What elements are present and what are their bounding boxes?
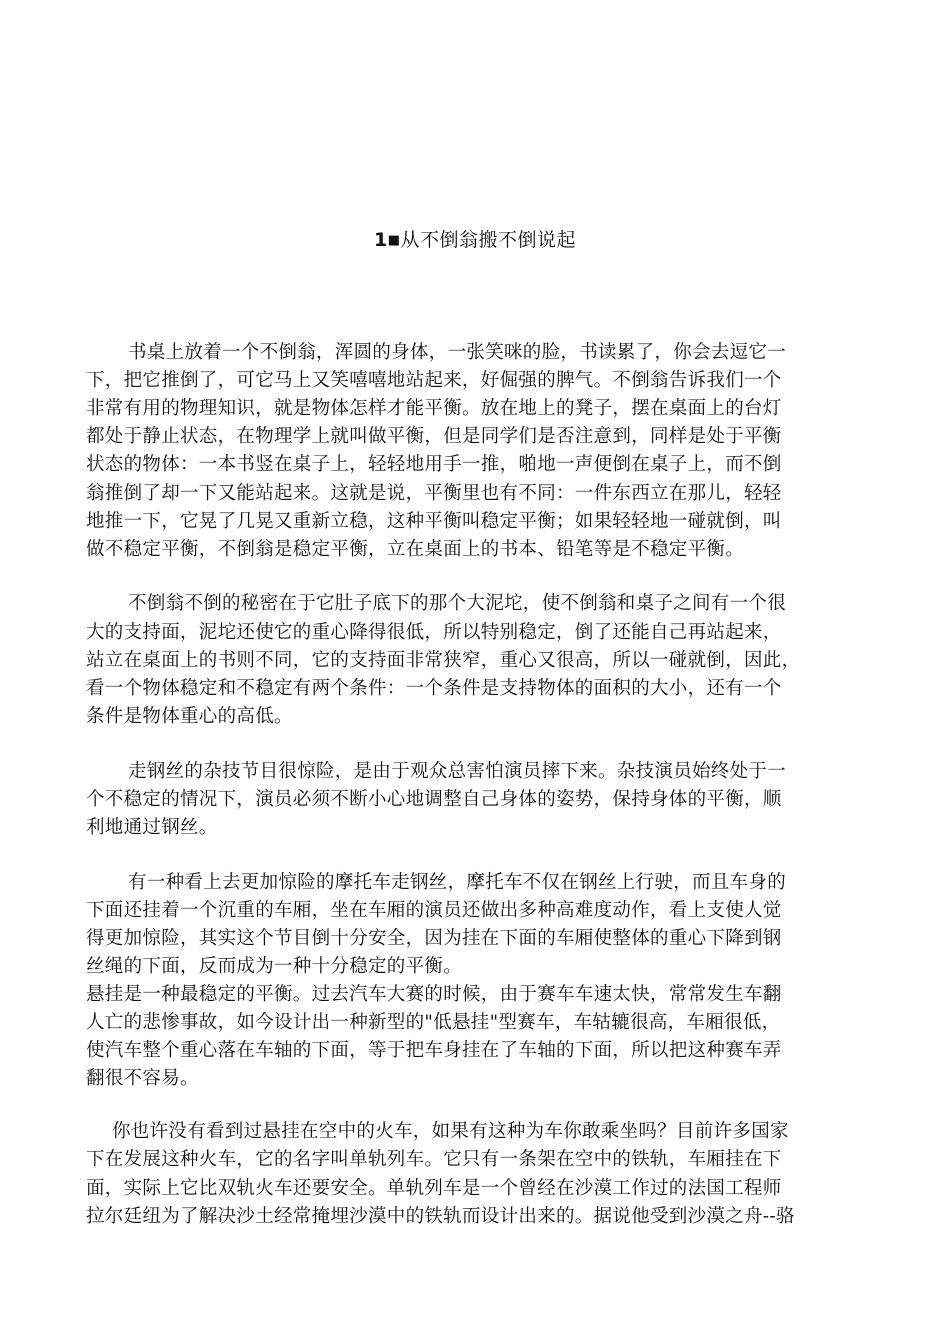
section-title [0,228,950,255]
paragraph-line: 做不稳定平衡，不倒翁是稳定平衡，立在桌面上的书本、铅笔等是不稳定平衡。 [86,539,745,560]
section-title-text: 从不倒翁搬不倒说起 [400,229,577,251]
section-number: 1 [373,229,388,251]
paragraph-line: 不倒翁不倒的秘密在于它肚子底下的那个大泥坨，使不倒翁和桌子之间有一个很 [128,593,787,614]
paragraph-line: 看一个物体稳定和不稳定有两个条件：一个条件是支持物体的面积的大小，还有一个 [86,678,782,699]
paragraph-line: 翁推倒了却一下又能站起来。这就是说，平衡里也有不同：一件东西立在那儿，轻轻 [86,483,782,504]
paragraph-line: 下面还挂着一个沉重的车厢，坐在车厢的演员还做出多种高难度动作，看上支使人觉 [86,900,782,921]
paragraph-line: 站立在桌面上的书则不同，它的支持面非常狭窄，重心又很高，所以一碰就倒，因此， [86,650,801,671]
paragraph-line: 使汽车整个重心落在车轴的下面，等于把车身挂在了车轴的下面，所以把这种赛车弄 [86,1040,782,1061]
paragraph-line: 得更加惊险，其实这个节目倒十分安全，因为挂在下面的车厢使整体的重心下降到钢 [86,928,782,949]
paragraph-line: 状态的物体：一本书竖在桌子上，轻轻地用手一推，啪地一声便倒在桌子上，而不倒 [86,454,782,475]
paragraph-line: 下在发展这种火车，它的名字叫单轨列车。它只有一条架在空中的铁轨，车厢挂在下 [86,1149,782,1170]
paragraph-line: 翻很不容易。 [86,1068,199,1089]
paragraph-line: 下，把它推倒了，可它马上又笑嘻嘻地站起来，好倔强的脾气。不倒翁告诉我们一个 [86,370,782,391]
paragraph-line: 书桌上放着一个不倒翁，浑圆的身体，一张笑咪的脸，书读累了，你会去逗它一 [128,342,787,363]
paragraph-line: 利地通过钢丝。 [86,817,218,838]
bullet-square-icon: ■ [387,233,401,248]
paragraph-line: 个不稳定的情况下，演员必须不断小心地调整自己身体的姿势，保持身体的平衡，顺 [86,789,782,810]
paragraph-line: 地推一下，它晃了几晃又重新立稳，这种平衡叫稳定平衡；如果轻轻地一碰就倒，叫 [86,511,782,532]
paragraph-line: 丝绳的下面，反而成为一种十分稳定的平衡。 [86,956,463,977]
paragraph-line: 条件是物体重心的高低。 [86,706,293,727]
paragraph-line: 有一种看上去更加惊险的摩托车走钢丝，摩托车不仅在钢丝上行驶，而且车身的 [128,872,787,893]
paragraph-line: 非常有用的物理知识，就是物体怎样才能平衡。放在地上的凳子，摆在桌面上的台灯 [86,398,782,419]
paragraph-line: 拉尔廷纽为了解决沙土经常掩埋沙漠中的铁轨而设计出来的。据说他受到沙漠之舟--骆 [86,1206,795,1227]
paragraph-line: 大的支持面，泥坨还使它的重心降得很低，所以特别稳定，倒了还能自己再站起来， [86,622,782,643]
paragraph-line: 你也许没有看到过悬挂在空中的火车，如果有这种为车你敢乘坐吗？目前许多国家 [112,1121,789,1142]
paragraph-line: 悬挂是一种最稳定的平衡。过去汽车大赛的时候，由于赛车车速太快，常常发生车翻 [86,984,782,1005]
paragraph-line: 走钢丝的杂技节目很惊险，是由于观众总害怕演员摔下来。杂技演员始终处于一 [128,761,787,782]
paragraph-line: 都处于静止状态，在物理学上就叫做平衡，但是同学们是否注意到，同样是处于平衡 [86,426,782,447]
paragraph-line: 人亡的悲惨事故，如今设计出一种新型的"低悬挂"型赛车，车轱辘很高，车厢很低， [86,1012,781,1033]
paragraph-line: 面，实际上它比双轨火车还要安全。单轨列车是一个曾经在沙漠工作过的法国工程师 [86,1178,782,1199]
